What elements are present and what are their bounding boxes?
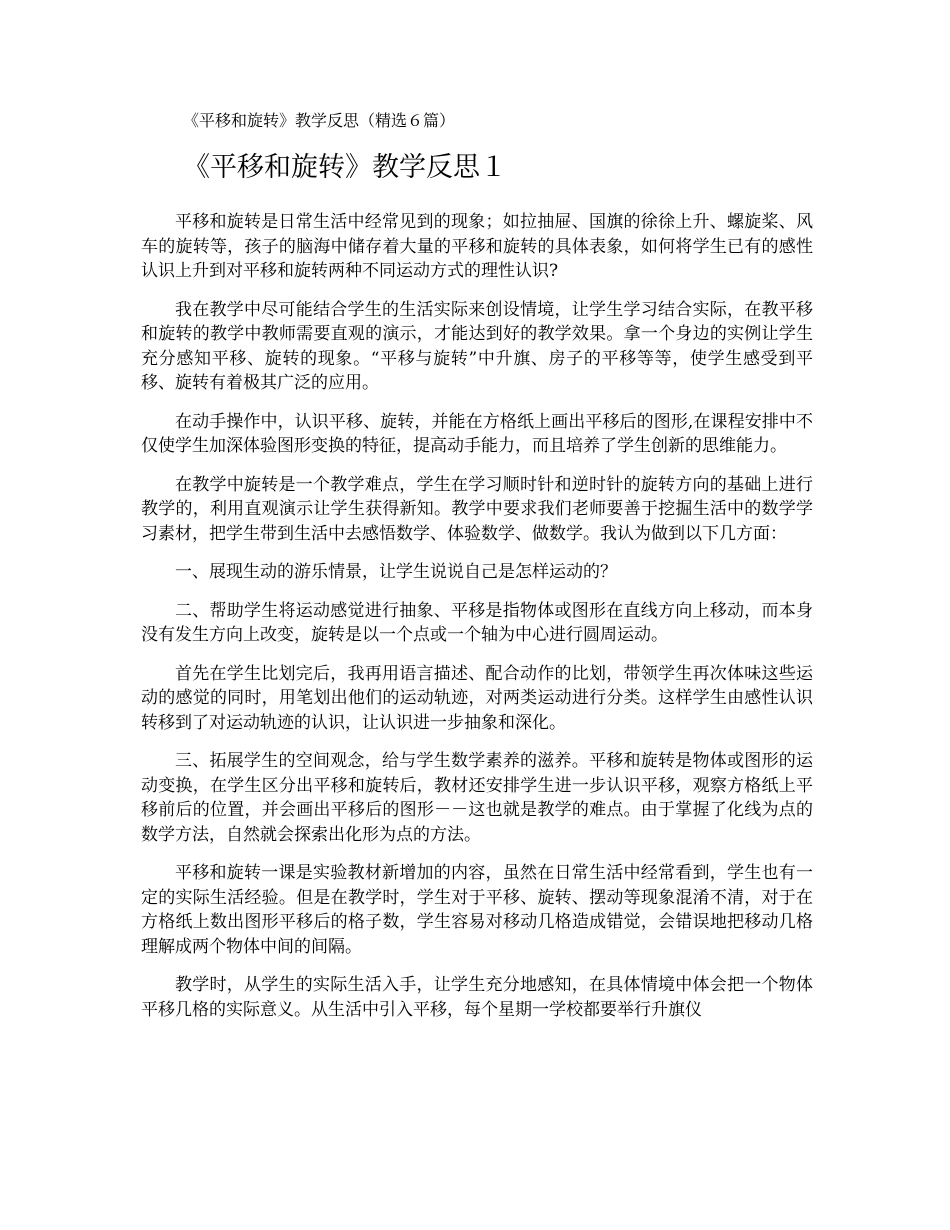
paragraph: 在动手操作中，认识平移、旋转，并能在方格纸上画出平移后的图形,在课程安排中不仅使学生加深体验图形变换的特征，提高动手能力，而且培养了学生创新的思维能力。: [141, 411, 813, 456]
paragraph: 二、帮助学生将运动感觉进行抽象、平移是指物体或图形在直线方向上移动，而本身没有发生方向上改变，旋转是以一个点或一个轴为中心进行圆周运动。: [141, 600, 813, 645]
section-heading: 《平移和旋转》教学反思１: [183, 152, 507, 183]
document-body: [141, 210, 813, 1036]
paragraph: 在教学中旋转是一个教学难点，学生在学习顺时针和逆时针的旋转方向的基础上进行教学的，利用直观演示让学生获得新知。教学中要求我们老师要善于挖掘生活中的数学学习素材，把学生带到生活中去感悟数学、体验数学、做数学。我认为做到以下几方面：: [141, 474, 813, 544]
paragraph: 我在教学中尽可能结合学生的生活实际来创设情境，让学生学习结合实际，在教平移和旋转的教学中教师需要直观的演示，才能达到好的教学效果。拿一个身边的实例让学生充分感知平移、旋转的现象。“平移与旋转”中升旗、房子的平移等等，使学生感受到平移、旋转有着极其广泛的应用。: [141, 299, 813, 393]
paragraph: 平移和旋转是日常生活中经常见到的现象；如拉抽屉、国旗的徐徐上升、螺旋桨、风车的旋转等，孩子的脑海中储存着大量的平移和旋转的具体表象，如何将学生已有的感性认识上升到对平移和旋转两种不同运动方式的理性认识?: [141, 212, 813, 281]
paragraph: 首先在学生比划完后，我再用语言描述、配合动作的比划，带领学生再次体味这些运动的感觉的同时，用笔划出他们的运动轨迹，对两类运动进行分类。这样学生由感性认识转移到了对运动轨迹的认识，让认识进一步抽象和深化。: [141, 663, 813, 733]
paragraph: 三、拓展学生的空间观念，给与学生数学素养的滋养。平移和旋转是物体或图形的运动变换，在学生区分出平移和旋转后，教材还安排学生进一步认识平移，观察方格纸上平移前后的位置，并会画出平移后的图形－－这也就是教学的难点。由于掌握了化线为点的数学方法，自然就会探索出化形为点的方法。: [141, 751, 813, 845]
paragraph: 教学时，从学生的实际生活入手，让学生充分地感知，在具体情境中体会把一个物体平移几格的实际意义。从生活中引入平移，每个星期一学校都要举行升旗仪: [141, 975, 813, 1020]
paragraph: 一、展现生动的游乐情景，让学生说说自己是怎样运动的？: [175, 562, 617, 582]
paragraph: 平移和旋转一课是实验教材新增加的内容，虽然在日常生活中经常看到，学生也有一定的实际生活经验。但是在教学时，学生对于平移、旋转、摆动等现象混淆不清，对于在方格纸上数出图形平移后的格子数，学生容易对移动几格造成错觉，会错误地把移动几格理解成两个物体中间的间隔。: [141, 863, 813, 957]
document-title: 《平移和旋转》教学反思（精选６篇）: [183, 111, 456, 130]
